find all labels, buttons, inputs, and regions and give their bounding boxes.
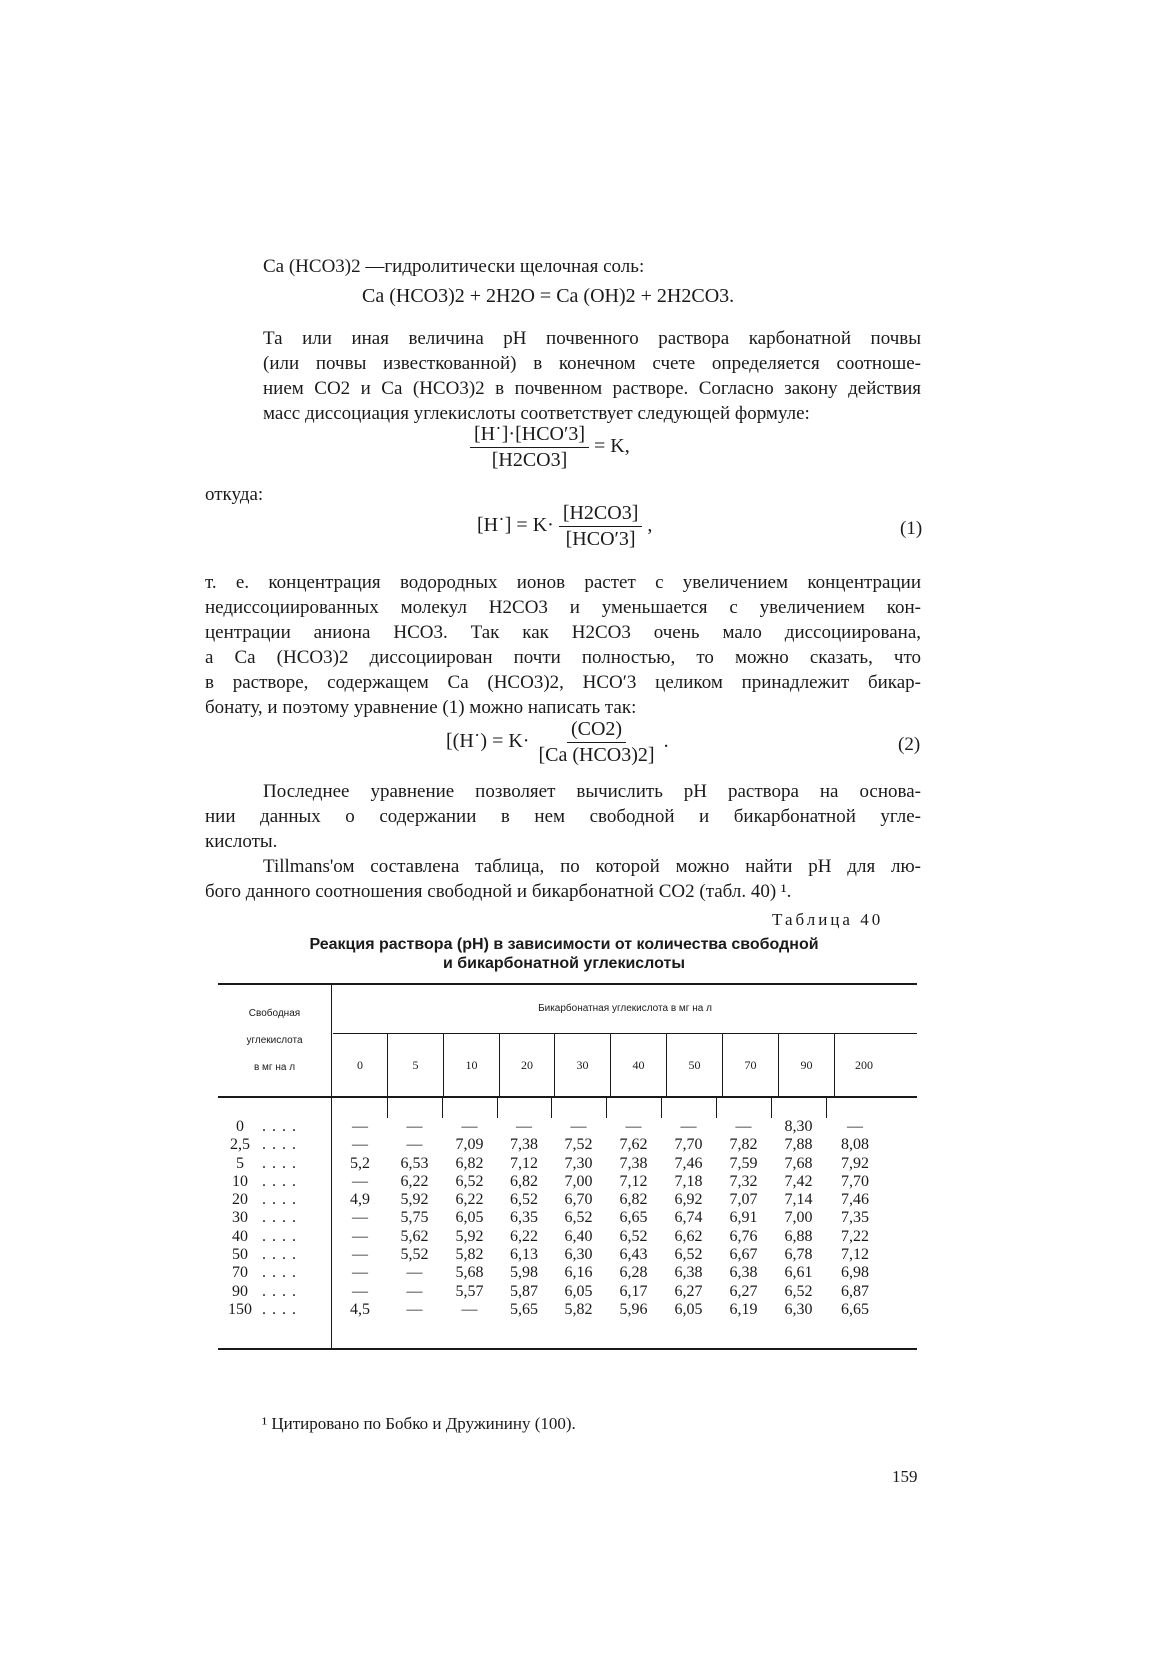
lhs: [(H˙) = K· xyxy=(446,730,530,753)
column-header: 20 xyxy=(499,1034,554,1096)
table-cell: 6,30 xyxy=(564,1246,593,1264)
column-headers xyxy=(333,1034,917,1096)
table-cell: 5,2 xyxy=(350,1154,370,1172)
table-cell: 6,05 xyxy=(455,1209,484,1227)
table-cell: — xyxy=(570,1118,587,1135)
row-leader-dots: . . . . xyxy=(262,1300,297,1318)
row-leader-dots: . . . . xyxy=(262,1282,297,1300)
table-cell: — xyxy=(406,1118,423,1135)
column-header: 70 xyxy=(722,1034,778,1096)
table-cell: 6,38 xyxy=(729,1264,758,1282)
table-cell: 5,68 xyxy=(455,1264,484,1282)
row-leader-dots: . . . . xyxy=(262,1154,297,1172)
paragraph-2-line: недиссоциированных молекул H2CO3 и уменьшается с увеличением кон- xyxy=(205,597,921,618)
page-number: 159 xyxy=(892,1467,918,1486)
table-cell: 7,88 xyxy=(784,1136,813,1154)
row-label-value: 10 xyxy=(232,1172,248,1190)
table-cell: 6,87 xyxy=(841,1282,869,1300)
table-cell: 7,38 xyxy=(510,1136,538,1154)
table-cell: 6,27 xyxy=(674,1282,703,1300)
paragraph-2 xyxy=(205,570,921,720)
equation-1-number: (1) xyxy=(900,518,923,539)
fraction xyxy=(559,502,643,551)
table-cell: 5,87 xyxy=(510,1282,538,1300)
table-cell: — xyxy=(406,1300,423,1318)
row-label-value: 5 xyxy=(236,1154,244,1172)
table-cell: 6,40 xyxy=(564,1227,593,1245)
table-cell: 7,22 xyxy=(841,1227,869,1245)
row-label-value: 20 xyxy=(232,1191,248,1209)
dissociation-formula xyxy=(470,423,630,472)
table-column-divider xyxy=(771,1096,772,1118)
table-cell: 6,61 xyxy=(784,1264,813,1282)
table-row xyxy=(218,1301,917,1319)
table-cell: 5,65 xyxy=(510,1300,538,1318)
numerator: (CO2) xyxy=(567,718,626,743)
row-label-value: 30 xyxy=(232,1209,248,1227)
table-cell: 7,12 xyxy=(619,1172,648,1190)
table-cell: 7,92 xyxy=(841,1154,869,1172)
row-label xyxy=(218,1136,333,1154)
table-cell: 6,53 xyxy=(400,1154,429,1172)
table-cell: 6,16 xyxy=(564,1264,593,1282)
table-cell: 6,52 xyxy=(564,1209,593,1227)
row-label xyxy=(218,1209,333,1227)
table-cell: 6,52 xyxy=(619,1227,648,1245)
row-leader-dots: . . . . xyxy=(262,1118,297,1135)
table-cell: 7,18 xyxy=(674,1172,703,1190)
table-header-rule xyxy=(218,1096,917,1098)
tail: . xyxy=(663,730,669,753)
table-cell: 7,14 xyxy=(784,1191,813,1209)
table-row xyxy=(218,1155,917,1173)
table-cell: 7,07 xyxy=(729,1191,758,1209)
table-cell: — xyxy=(406,1264,423,1282)
table-cell: 5,57 xyxy=(455,1282,484,1300)
table-cell: 7,70 xyxy=(674,1136,703,1154)
table-cell: 6,30 xyxy=(784,1300,813,1318)
table-cell: — xyxy=(352,1172,368,1190)
table-column-divider xyxy=(826,1096,827,1118)
paragraph-2-line: в растворе, содержащем Ca (HCO3)2, HCO′3 целиком принадлежит бикар- xyxy=(205,672,921,693)
table-row xyxy=(218,1191,917,1209)
paragraph-1 xyxy=(263,326,921,426)
row-label-value: 0 xyxy=(236,1118,244,1135)
row-header xyxy=(218,1000,331,1081)
table-cell: — xyxy=(352,1227,368,1245)
row-leader-dots: . . . . xyxy=(262,1209,297,1227)
equation-2 xyxy=(446,718,669,767)
denominator: [HCO′3] xyxy=(565,528,636,550)
table-cell: 6,38 xyxy=(674,1264,703,1282)
reaction-equation xyxy=(362,285,734,308)
column-header: 5 xyxy=(387,1034,443,1096)
table-cell: 6,76 xyxy=(729,1227,758,1245)
table-column-divider xyxy=(497,1096,498,1118)
rhs: = K, xyxy=(594,435,630,458)
table-cell: 6,78 xyxy=(784,1246,813,1264)
table-body xyxy=(218,1118,917,1319)
column-header: 40 xyxy=(610,1034,666,1096)
footnote: ¹ Цитировано по Бобко и Дружинину (100). xyxy=(262,1414,576,1433)
column-header: 50 xyxy=(666,1034,722,1096)
row-label xyxy=(218,1301,333,1319)
table-row xyxy=(218,1264,917,1282)
table-cell: — xyxy=(516,1118,532,1135)
row-label-value: 90 xyxy=(232,1282,248,1300)
reaction-text: Ca (HCO3)2 + 2H2O = Ca (OH)2 + 2H2CO3. xyxy=(362,285,735,307)
row-header-line: углекислота xyxy=(246,1035,303,1046)
table-cell: — xyxy=(406,1282,423,1300)
table-cell: 5,62 xyxy=(400,1227,429,1245)
paragraph-1-line: (или почвы известкованной) в конечном счете определяется соотноше- xyxy=(263,353,921,374)
numerator: [H˙]·[HCO′3] xyxy=(470,423,589,448)
equation-2-number: (2) xyxy=(898,734,921,755)
table-cell: 6,82 xyxy=(510,1172,538,1190)
paragraph-1-line: нием CO2 и Ca (HCO3)2 в почвенном растворе. Согласно закону действия xyxy=(263,378,921,399)
table-column-divider xyxy=(661,1096,662,1118)
table-cell: 6,13 xyxy=(510,1246,538,1264)
table-cell: 6,17 xyxy=(619,1282,648,1300)
row-leader-dots: . . . . xyxy=(262,1264,297,1282)
table-cell: 7,00 xyxy=(784,1209,813,1227)
table-cell: 6,65 xyxy=(619,1209,648,1227)
row-label xyxy=(218,1246,333,1264)
table-cell: 6,88 xyxy=(784,1227,813,1245)
table-cell: 6,52 xyxy=(674,1246,703,1264)
table-cell: 6,70 xyxy=(564,1191,593,1209)
table-cell: 6,43 xyxy=(619,1246,648,1264)
paragraph-2-line: а Ca (HCO3)2 диссоциирован почти полностью, то можно сказать, что xyxy=(205,647,921,668)
table-cell: 6,27 xyxy=(729,1282,758,1300)
table-cell: — xyxy=(735,1118,752,1135)
table-cell: 6,74 xyxy=(674,1209,703,1227)
row-label xyxy=(218,1228,333,1246)
row-label-value: 150 xyxy=(228,1300,252,1318)
table-cell: 6,22 xyxy=(510,1227,538,1245)
table-cell: 7,12 xyxy=(510,1154,538,1172)
tail: , xyxy=(647,514,653,537)
table-caption-line: и бикарбонатной углекислоты xyxy=(442,955,686,972)
table-cell: 7,42 xyxy=(784,1172,813,1190)
table-cell: — xyxy=(352,1264,368,1282)
table-bottom-rule xyxy=(218,1348,917,1350)
row-leader-dots: . . . . xyxy=(262,1227,297,1245)
table-row xyxy=(218,1228,917,1246)
table-cell: 7,59 xyxy=(729,1154,758,1172)
table-cell: — xyxy=(625,1118,642,1135)
table-cell: 6,65 xyxy=(841,1300,869,1318)
table-cell: 5,75 xyxy=(400,1209,429,1227)
table-row xyxy=(218,1118,917,1136)
table-cell: 6,52 xyxy=(455,1172,484,1190)
paragraph-3-line: Последнее уравнение позволяет вычислить pH раствора на основа- xyxy=(263,781,921,802)
row-label-value: 50 xyxy=(232,1246,248,1264)
table-cell: 7,12 xyxy=(841,1246,869,1264)
table-caption xyxy=(210,935,918,973)
table-cell: 7,52 xyxy=(564,1136,593,1154)
column-header: 0 xyxy=(357,1057,363,1072)
table-cell: 5,96 xyxy=(619,1300,648,1318)
column-group-header: Бикарбонатная углекислота в мг на л xyxy=(538,1003,712,1014)
table-cell: 5,98 xyxy=(510,1264,538,1282)
table-cell: — xyxy=(461,1300,478,1318)
table-cell: 8,30 xyxy=(784,1118,813,1135)
table-cell: 6,28 xyxy=(619,1264,648,1282)
table-cell: 6,98 xyxy=(841,1264,869,1282)
table-cell: 6,22 xyxy=(400,1172,429,1190)
equation-1 xyxy=(477,502,652,551)
table-column-divider xyxy=(716,1096,717,1118)
row-label xyxy=(218,1155,333,1173)
table-cell: 6,19 xyxy=(729,1300,758,1318)
paragraph-2-line: бонату, и поэтому уравнение (1) можно написать так: xyxy=(205,697,637,718)
table-cell: 5,92 xyxy=(455,1227,484,1245)
row-label-value: 2,5 xyxy=(230,1136,250,1154)
column-header: 200 xyxy=(834,1034,893,1096)
table-cell: 6,52 xyxy=(784,1282,813,1300)
paragraph-1-line: масс диссоциация углекислоты соответствует следующей формуле: xyxy=(263,403,810,424)
table-cell: — xyxy=(352,1118,368,1135)
table-cell: 7,35 xyxy=(841,1209,869,1227)
column-header: 30 xyxy=(554,1034,610,1096)
table-cell: 7,38 xyxy=(619,1154,648,1172)
row-leader-dots: . . . . xyxy=(262,1246,297,1264)
paragraph-2-line: т. е. концентрация водородных ионов растет с увеличением концентрации xyxy=(205,572,921,593)
table-cell: 8,08 xyxy=(841,1136,869,1154)
table-cell: 7,46 xyxy=(674,1154,703,1172)
paragraph-3 xyxy=(205,779,921,854)
fraction xyxy=(470,423,589,472)
table-cell: 7,62 xyxy=(619,1136,648,1154)
table-cell: — xyxy=(352,1282,368,1300)
column-header: 90 xyxy=(778,1034,834,1096)
row-label-value: 70 xyxy=(232,1264,248,1282)
table-cell: 7,09 xyxy=(455,1136,484,1154)
table-row xyxy=(218,1209,917,1227)
table-row xyxy=(218,1173,917,1191)
column-header: 10 xyxy=(443,1034,499,1096)
table-cell: 6,62 xyxy=(674,1227,703,1245)
table-cell: 7,30 xyxy=(564,1154,593,1172)
paragraph-4 xyxy=(205,854,921,904)
row-label xyxy=(218,1118,333,1136)
row-label xyxy=(218,1283,333,1301)
paragraph-3-line: кислоты. xyxy=(205,831,278,852)
table-column-divider xyxy=(442,1096,443,1118)
row-label-value: 40 xyxy=(232,1227,248,1245)
row-leader-dots: . . . . xyxy=(262,1136,297,1154)
table-cell: 6,82 xyxy=(455,1154,484,1172)
table-cell: — xyxy=(461,1118,478,1135)
table-cell: 5,82 xyxy=(455,1246,484,1264)
row-header-line: в мг на л xyxy=(253,1062,296,1073)
table-cell: 5,52 xyxy=(400,1246,429,1264)
table-cell: 7,00 xyxy=(564,1172,593,1190)
row-leader-dots: . . . . xyxy=(262,1191,297,1209)
table-cell: 7,82 xyxy=(729,1136,758,1154)
paragraph-2-line: центрации аниона HCO3. Так как H2CO3 очень мало диссоциирована, xyxy=(205,622,921,643)
table-cell: 6,22 xyxy=(455,1191,484,1209)
fraction xyxy=(534,718,658,767)
intro-line-text: Ca (HCO3)2 —гидролитически щелочная соль: xyxy=(263,256,645,277)
table-row xyxy=(218,1246,917,1264)
table-column-divider xyxy=(387,1096,388,1118)
numerator: [H2CO3] xyxy=(559,502,643,527)
table-cell: — xyxy=(847,1118,863,1135)
row-label xyxy=(218,1173,333,1191)
table-row xyxy=(218,1136,917,1154)
row-leader-dots: . . . . xyxy=(262,1172,297,1190)
table-cell: — xyxy=(406,1136,423,1154)
paragraph-4-line: Tillmans'ом составлена таблица, по которой можно найти pH для лю- xyxy=(263,856,921,877)
table-cell: 6,67 xyxy=(729,1246,758,1264)
table-top-rule xyxy=(218,983,917,985)
table-cell: — xyxy=(352,1209,368,1227)
table-cell: 7,68 xyxy=(784,1154,813,1172)
table-cell: 5,92 xyxy=(400,1191,429,1209)
paragraph-1-line: Та или иная величина pH почвенного раствора карбонатной почвы xyxy=(263,328,921,349)
denominator: [Ca (HCO3)2] xyxy=(538,744,655,766)
table-cell: — xyxy=(680,1118,697,1135)
table-column-divider xyxy=(606,1096,607,1118)
table-cell: 6,05 xyxy=(564,1282,593,1300)
lhs: [H˙] = K· xyxy=(477,514,554,537)
row-header-line: Свободная xyxy=(248,1008,301,1019)
table-cell: 4,9 xyxy=(350,1191,370,1209)
paragraph-4-line: бого данного соотношения свободной и бикарбонатной CO2 (табл. 40) ¹. xyxy=(205,881,792,902)
intro-line xyxy=(263,254,644,279)
table-cell: 4,5 xyxy=(350,1300,370,1318)
table-cell: 7,46 xyxy=(841,1191,869,1209)
table-cell: 6,92 xyxy=(674,1191,703,1209)
table-caption-line: Реакция раствора (pH) в зависимости от количества свободной xyxy=(309,936,819,953)
otkuda-label: откуда: xyxy=(205,484,264,505)
table-cell: 6,52 xyxy=(510,1191,538,1209)
paragraph-3-line: нии данных о содержании в нем свободной и бикарбонатной угле- xyxy=(205,806,921,827)
table-cell: 5,82 xyxy=(564,1300,593,1318)
table-column-divider xyxy=(551,1096,552,1118)
denominator: [H2CO3] xyxy=(491,449,568,471)
row-label xyxy=(218,1191,333,1209)
table-row xyxy=(218,1283,917,1301)
table-cell: 7,32 xyxy=(729,1172,758,1190)
table-cell: 6,35 xyxy=(510,1209,538,1227)
table-number-label: Таблица 40 xyxy=(772,910,884,929)
row-label xyxy=(218,1264,333,1282)
table-cell: 6,05 xyxy=(674,1300,703,1318)
table-cell: — xyxy=(352,1136,368,1154)
table-cell: — xyxy=(352,1246,368,1264)
table-cell: 6,91 xyxy=(729,1209,758,1227)
table-cell: 6,82 xyxy=(619,1191,648,1209)
table-cell: 7,70 xyxy=(841,1172,869,1190)
